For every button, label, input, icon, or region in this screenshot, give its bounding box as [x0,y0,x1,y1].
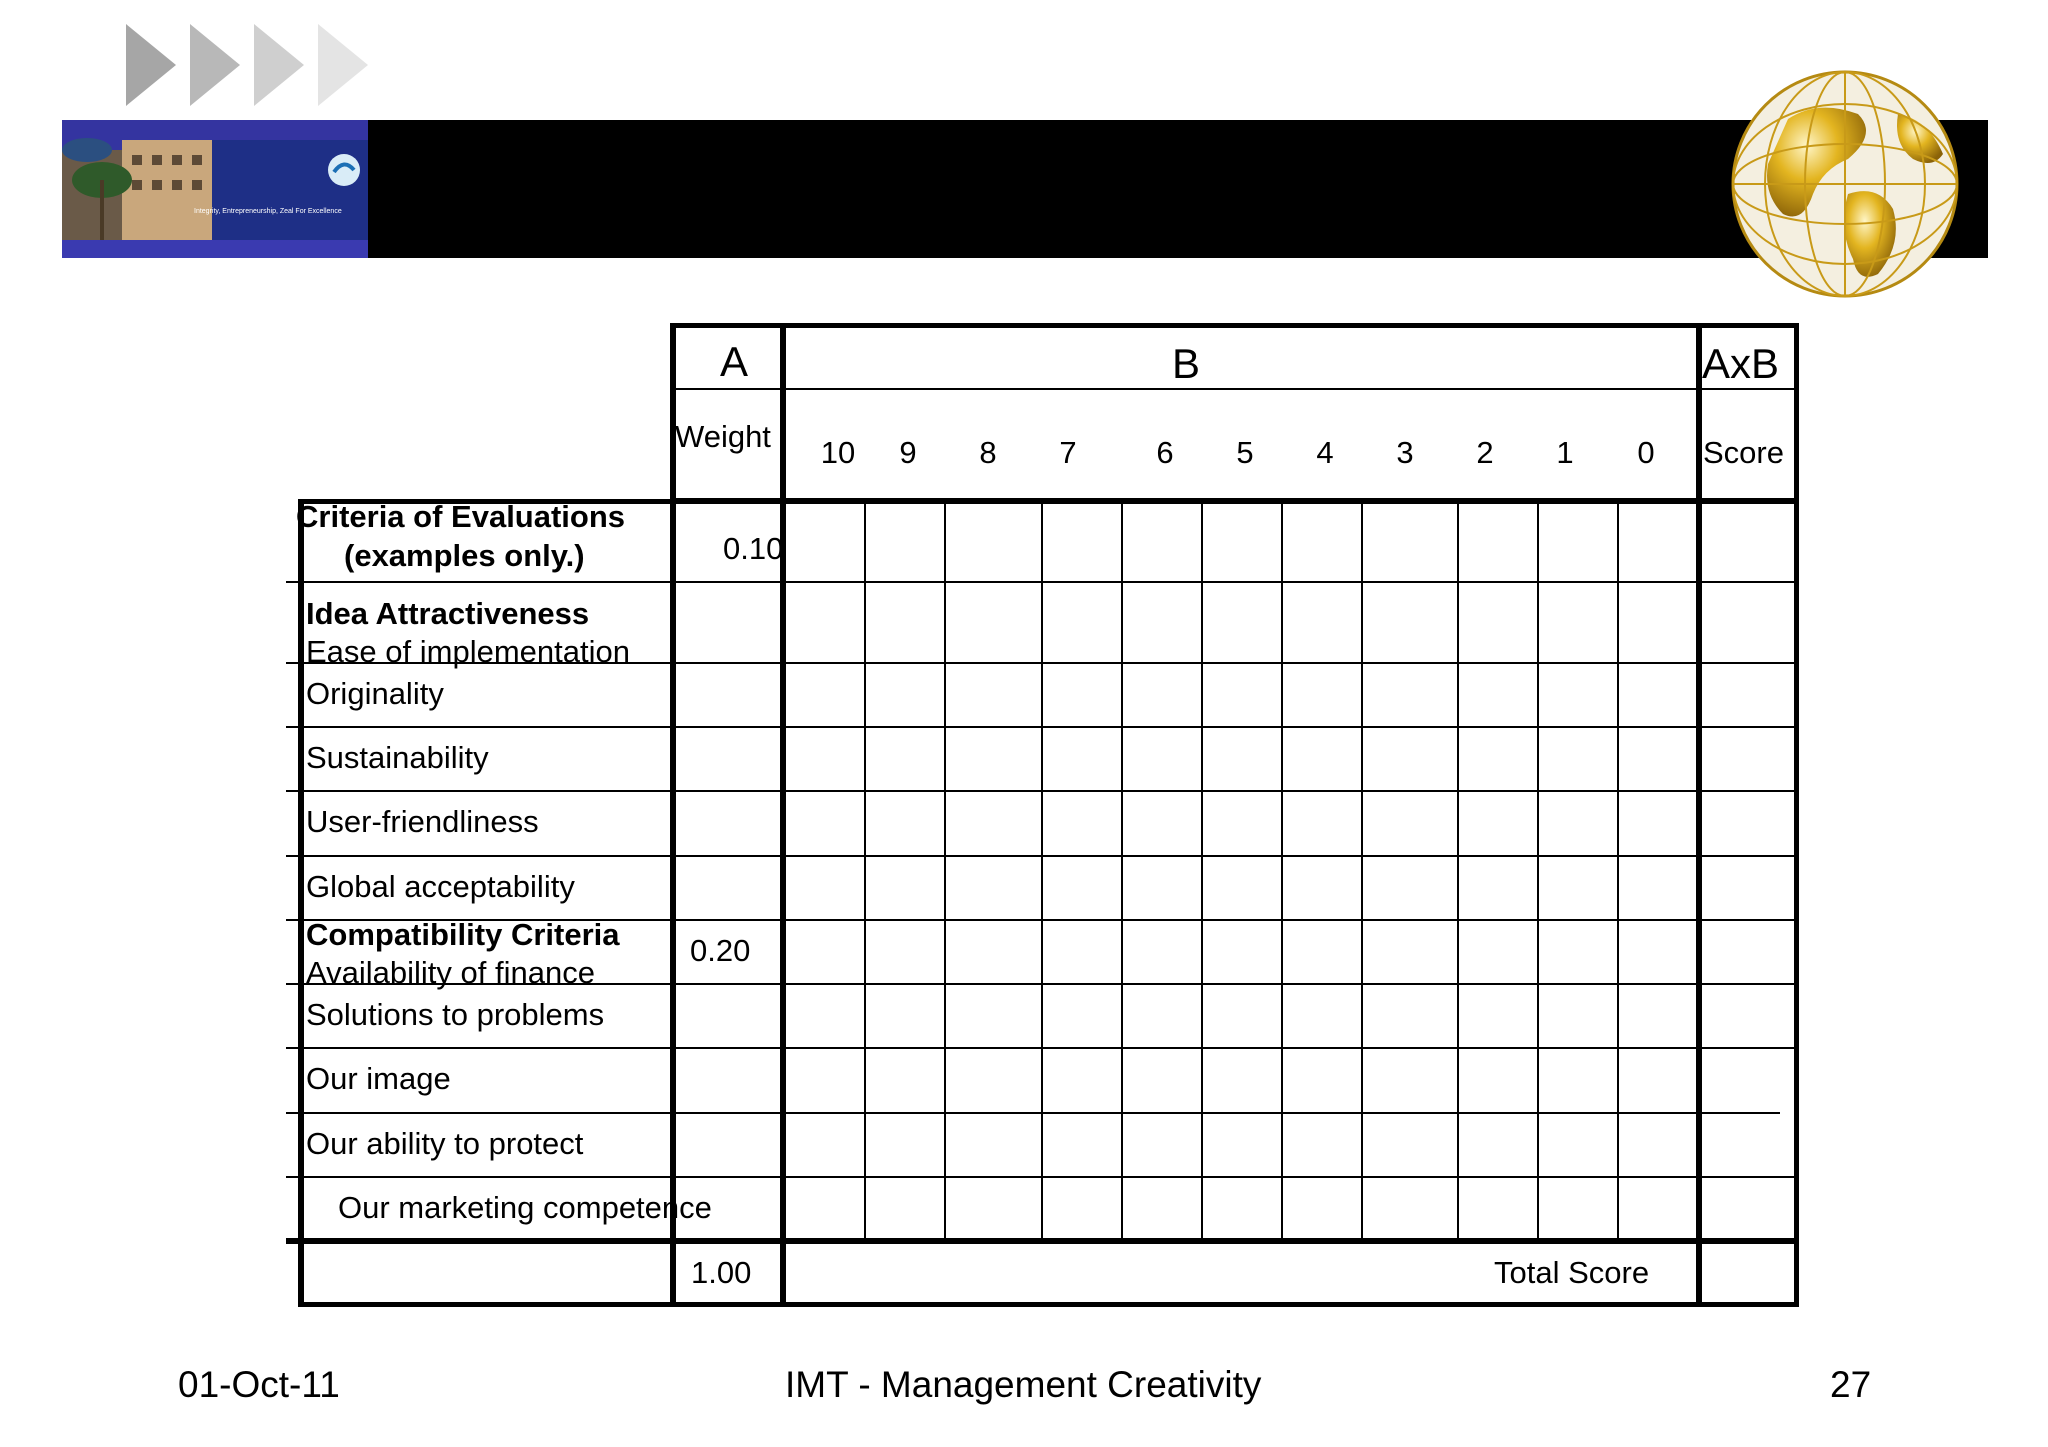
scale-value: 2 [1476,435,1494,470]
grid-line [1281,504,1283,1238]
row-label: Our image [306,1061,451,1096]
grid-line [1537,504,1539,1238]
grid-line [1201,504,1203,1238]
logo-tagline: Integrity, Entrepreneurship, Zeal For Excellence [194,208,342,215]
grid-line [1121,504,1123,1238]
scale-value: 6 [1156,435,1174,470]
grid-line [864,504,866,1238]
row-line [286,726,1796,728]
row-line [286,790,1796,792]
globe-icon [1728,64,1962,304]
table-border [298,499,304,1307]
row-heading: Idea Attractiveness [306,596,590,631]
row-label: Our marketing competence [338,1190,712,1225]
footer-title: IMT - Management Creativity [785,1364,1262,1405]
grid-line [944,504,946,1238]
table-border [670,323,676,1307]
grid-line [1617,504,1619,1238]
table-border [670,323,1798,328]
table-border [780,323,786,1307]
table-border [1698,388,1798,390]
chevron-icon [190,24,246,106]
row-label: User-friendliness [306,804,539,839]
row-heading: Compatibility Criteria [306,917,620,952]
row-line [286,1176,1796,1178]
campus-photo [62,120,368,258]
table-border [1794,323,1799,1307]
table-border [670,498,1798,504]
row-label: Global acceptability [306,869,575,904]
footer-date: 01-Oct-11 [178,1364,340,1405]
row-label: Sustainability [306,740,489,775]
scale-value: 0 [1637,435,1655,470]
weight-label: Weight [675,419,771,454]
row-line [286,1047,1796,1049]
scale-value: 10 [820,435,856,470]
page-number: 27 [1830,1364,1872,1405]
table-border [670,388,782,390]
row-line [286,855,1796,857]
scale-value: 3 [1396,435,1414,470]
building-image [62,120,368,258]
table-border [785,388,1697,390]
table-border [298,1302,1798,1307]
chevron-icon [318,24,374,106]
table-border [1696,323,1702,1307]
row-line [286,581,1796,583]
row-label: Solutions to problems [306,997,605,1032]
grid-line [1457,504,1459,1238]
row-label: Ease of implementation [306,634,630,669]
scale-value: 1 [1556,435,1574,470]
col-b-header: B [1172,340,1201,387]
chevron-icon [126,24,182,106]
grid-line [1361,504,1363,1238]
row-line [286,1238,1798,1244]
total-weight: 1.00 [691,1255,752,1290]
row-subheading: (examples only.) [344,538,585,573]
scale-value: 8 [979,435,997,470]
scale-value: 4 [1316,435,1334,470]
col-a-header: A [720,338,749,385]
scale-value: 5 [1236,435,1254,470]
scale-value: 7 [1059,435,1077,470]
scale-value: 9 [899,435,917,470]
row-label: Availability of finance [306,955,595,990]
row-line [286,1112,1780,1114]
grid-line [1041,504,1043,1238]
row-heading: Criteria of Evaluations [296,499,626,534]
score-label: Score [1703,435,1784,470]
weight-value: 0.10 [723,531,784,566]
col-axb-header: AxB [1702,340,1780,387]
row-label: Our ability to protect [306,1126,584,1161]
total-score-label: Total Score [1494,1255,1650,1290]
row-label: Originality [306,676,444,711]
weight-value: 0.20 [690,933,751,968]
chevron-icon [254,24,310,106]
